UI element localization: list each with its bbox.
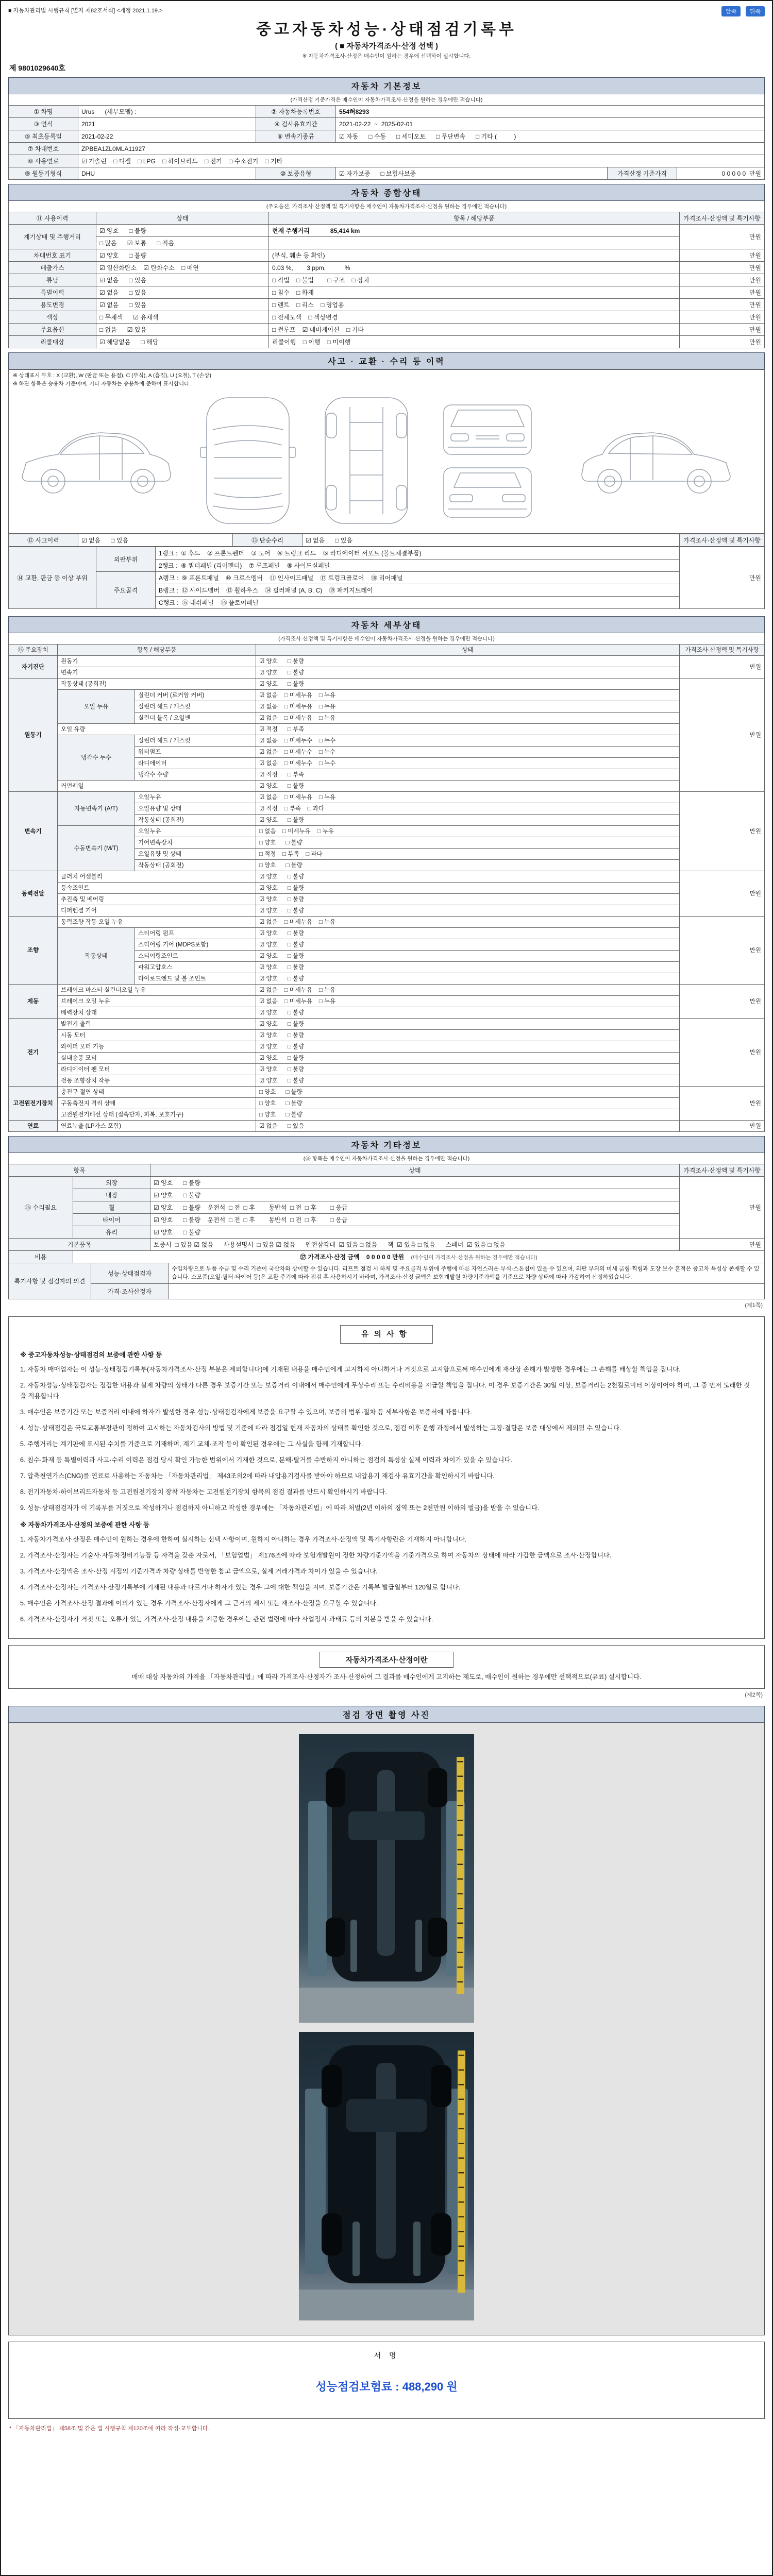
car-diagram-area <box>8 391 765 534</box>
exchange-price: 만원 <box>680 547 765 608</box>
detail-state: ☑ 없음 □ 미세누유 □ 누유 <box>256 916 680 927</box>
interior-state: ☑ 양호 □ 불량 <box>150 1189 680 1201</box>
brake-oil-leak: 브레이크 오일 누유 <box>58 995 256 1007</box>
group-transmission: 변속기 <box>9 791 58 871</box>
etc-col-item: 항목 <box>9 1164 150 1176</box>
detail-state: ☑ 적정 □ 부족 <box>256 723 680 735</box>
brake-price: 만원 <box>680 984 765 1018</box>
detail-table <box>8 644 765 1132</box>
base-price-value: 0 0 0 0 0 만원 <box>677 167 764 180</box>
group-steering: 조향 <box>9 916 58 984</box>
back-page-badge[interactable]: 뒤쪽 <box>746 6 765 16</box>
detail-state: ☑ 없음 □ 있음 <box>256 1120 680 1131</box>
definition-text: 매매 대상 자동차의 가격을 「자동차관리법」에 따라 가격조사·산정자가 조사·산정하여 그 결과를 매수인에게 고지하는 제도로, 매수인이 원하는 경우에만 선택적으로(유료) 실시합니다. <box>131 1673 642 1681</box>
clutch-assembly: 클러치 어셈블리 <box>58 871 256 882</box>
car-name-value: Urus (세부모델) : <box>78 106 256 118</box>
notice-item: 2. 가격조사·산정자는 기술사·자동차정비기능장 등 자격을 갖춘 자로서, 「보험업법」 제176조에 따라 보험개발원이 정한 차량기준가액을 기준가격으로 하여 자동차의 상태에 따라 가감한 금액으로 조사·산정합니다. <box>20 1552 612 1560</box>
notice-section <box>8 1316 765 1639</box>
emission-label: 배출가스 <box>9 262 96 274</box>
detail-state: ☑ 양호 □ 불량 <box>256 1018 680 1029</box>
first-reg-label: ⑤ 최초등록일 <box>9 130 78 143</box>
inspector-label: 성능·상태점검자 <box>91 1263 169 1283</box>
appraiser-comment <box>169 1283 765 1299</box>
detail-state: □ 양호 □ 불량 <box>256 1097 680 1109</box>
overall-col-state: 상태 <box>96 212 269 225</box>
wheel-label: 휠 <box>73 1201 150 1213</box>
vin-mark-state: ☑ 양호 □ 불량 <box>96 249 269 262</box>
section-basic-title: 자동차 기본정보 <box>8 77 765 94</box>
charge-port-insulation: 충전구 절연 상태 <box>58 1086 256 1097</box>
empty-cell <box>269 237 680 249</box>
car-damage-diagram <box>11 394 753 528</box>
generator-output: 발전기 출력 <box>58 1018 256 1029</box>
basic-items-state: 보증서 □ 있음 ☑ 없음 사용설명서 □ 있음 ☑ 없음 안전삼각대 ☑ 있음 □ 없음 잭 ☑ 있음 □ 없음 스패너 ☑ 있음 □ 없음 <box>150 1238 680 1250</box>
notice-item: 4. 성능·상태점검은 국토교통부장관이 정하여 고시하는 자동차검사의 방법 및 기준에 따라 점검일 현재 자동차의 상태를 확인한 것으로, 점검 이후 운행 과정에서 발생하는 고장·결함은 보증 대상에서 제외될 수 있습니다. <box>20 1425 621 1432</box>
simple-repair-label: ⑬ 단순수리 <box>233 534 303 546</box>
coolant-part1: 실린더 헤드 / 개스킷 <box>135 735 256 746</box>
vin-mark-item: (부식, 훼손 등 확인) <box>269 249 680 262</box>
remarks-table <box>8 1263 765 1299</box>
main-frame-label: 주요골격 <box>96 571 156 608</box>
notice-item: 2. 자동차성능·상태점검자는 점검한 내용과 실제 차량의 상태가 다른 경우 보증기간 또는 보증거리 이내에서 매수인에게 무상수리 또는 수리비용을 지급할 책임을 집니다. 이 경우 보증기간은 30일 이상, 보증거리는 2천킬로미터 이상이어야 하며, 그 중 먼저 도래한 것을 적용합니다. <box>20 1381 750 1400</box>
wheel-state-main: ☑ 양호 □ 불량 <box>154 1204 201 1211</box>
signature-box <box>8 2342 765 2419</box>
tire-state-sub: 운전석 □ 전 □ 후 동반석 □ 전 □ 후 □ 응급 <box>207 1216 348 1224</box>
transmission-options: ☑ 자동 □ 수동 □ 세미오토 □ 무단변속 □ 기타 ( ) <box>336 130 765 143</box>
overall-col-item: 항목 / 해당부품 <box>269 212 680 225</box>
rankB-list: B랭크 : ⑫ 사이드멤버 ⑬ 휠하우스 ⑭ 필러패널 (A, B, C) ⑲ 패키지트레이 <box>156 584 680 596</box>
mileage-state: ☑ 양호 □ 불량 <box>96 225 269 237</box>
detail-state: ☑ 없음 □ 미세누유 □ 누유 <box>256 995 680 1007</box>
recall-price: 만원 <box>680 336 765 348</box>
rankA-list: A랭크 : ⑨ 프론트패널 ⑩ 크로스멤버 ⑪ 인사이드패널 ⑰ 트렁크플로어 ⑱ 리어패널 <box>156 571 680 584</box>
glass-label: 유리 <box>73 1226 150 1238</box>
detail-state: ☑ 양호 □ 불량 <box>256 1041 680 1052</box>
remarks-label: 특기사항 및 점검자의 의견 <box>9 1263 91 1299</box>
engine-type-label: ⑨ 원동기형식 <box>9 167 78 180</box>
detail-state: ☑ 없음 □ 미세누유 □ 누유 <box>256 689 680 701</box>
mt-oil-leak: 오일누유 <box>135 825 256 837</box>
electric-steering: 전동 조향장치 작동 <box>58 1075 256 1086</box>
emission-price: 만원 <box>680 262 765 274</box>
special-history-price: 만원 <box>680 286 765 299</box>
steering-price: 만원 <box>680 916 765 984</box>
inspection-period-value: 2021-02-22 ~ 2025-02-01 <box>336 118 765 130</box>
definition-title: 자동차가격조사·산정이란 <box>320 1652 453 1668</box>
detail-state: ☑ 양호 □ 불량 <box>256 882 680 893</box>
notice-item: 8. 전기자동차·하이브리드자동차 등 고전원전기장치 장착 자동차는 고전원전기장치 항목의 점검 결과를 반드시 확인하시기 바랍니다. <box>20 1488 387 1496</box>
notice-item: 6. 침수·화재 등 특별이력과 사고·수리 이력은 점검 당시 확인 가능한 범위에서 기재한 것으로, 분해·탈거를 수반하지 아니하는 점검의 특성상 실제 이력과 차이가 있을 수 있습니다. <box>20 1456 512 1464</box>
appraiser-label: 가격·조사산정자 <box>91 1283 169 1299</box>
tie-rod-end: 타이로드엔드 및 볼 조인트 <box>135 973 256 984</box>
basic-items-price: 만원 <box>680 1238 765 1250</box>
usage-change-price: 만원 <box>680 299 765 311</box>
at-oil-level: 오일유량 및 상태 <box>135 803 256 814</box>
detail-state: ☑ 없음 □ 미세누유 □ 누유 <box>256 984 680 995</box>
engine-idle: 작동상태 (공회전) <box>58 678 256 689</box>
inspector-comment: 수입차량으로 부품 수급 및 수리 기준이 국산차와 상이할 수 있습니다. 리프트 점검 시 하체 및 주요골격 부위에 주행에 따른 자연스러운 부식·스톤칩이 있을 수 있으며, 외판 부위의 미세 긁힘·찍힘과 도장 보수 흔적은 중고차 특성상 존재할 수 있습니다. 소모품(오일·필터·타이어 등)은 교환 주기에 따라 점검 후 사용하시기 바라며, 가격조사·산정 금액은 보험개발원 차량기준가액을 기준으로 차량 상태에 따라 가감하여 산정하였습니다. <box>169 1263 765 1283</box>
engine-oil-leak-label: 오일 누유 <box>58 689 135 723</box>
detail-state: ☑ 없음 □ 미세누유 □ 누유 <box>256 791 680 803</box>
fuel-label: ⑧ 사용연료 <box>9 155 78 167</box>
tuning-state: ☑ 없음 □ 있음 <box>96 274 269 286</box>
vin-mark-label: 차대번호 표기 <box>9 249 96 262</box>
section-basic-note: (가격산정 기준가격은 매수인이 자동차가격조사·산정을 원하는 경우에만 적습니다) <box>8 94 765 105</box>
options-price: 만원 <box>680 324 765 336</box>
detail-state: □ 없음 □ 미세누유 □ 누유 <box>256 825 680 837</box>
options-state: □ 없음 ☑ 있음 <box>96 324 269 336</box>
detail-col-item: 항목 / 해당부품 <box>58 644 256 655</box>
detail-state: ☑ 양호 □ 불량 <box>256 1052 680 1063</box>
notice-item: 4. 가격조사·산정자는 가격조사·산정기록부에 기재된 내용과 다르거나 하자가 있는 경우 그에 대한 책임을 지며, 보증기간은 기록부 발급일부터 120일로 합니다. <box>20 1583 461 1591</box>
page-subtitle-note: ※ 자동차가격조사·산정은 매수인이 원하는 경우에 선택하여 실시합니다. <box>302 53 471 59</box>
warranty-label: ⑩ 보증유형 <box>256 167 336 180</box>
steering-pump: 스티어링 펌프 <box>135 927 256 939</box>
page-subtitle: ( ■ 자동차가격조사·산정 선택 ) <box>334 42 439 50</box>
form-header <box>8 6 765 73</box>
page2-marker: (제2쪽) <box>745 1691 763 1698</box>
recall-state: ☑ 해당없음 □ 해당 <box>96 336 269 348</box>
price-appraisal-definition <box>8 1645 765 1689</box>
section-etc-note: (⑯ 항목은 매수인이 자동차가격조사·산정을 원하는 경우에만 적습니다) <box>8 1153 765 1164</box>
etc-col-state: 상태 <box>150 1164 680 1176</box>
accident-note-standard: ※ 하단 항목은 승용차 기준이며, 기타 자동차는 승용차에 준하여 표시합니다. <box>13 380 191 387</box>
detail-state: ☑ 양호 □ 불량 <box>256 939 680 950</box>
detail-state: □ 적정 □ 부족 □ 과다 <box>256 848 680 859</box>
repair-needed-label: ⑯ 수리필요 <box>9 1176 73 1238</box>
detail-col-state: 상태 <box>256 644 680 655</box>
battery-isolation: 구동축전지 격리 상태 <box>58 1097 256 1109</box>
notice-item: 5. 매수인은 가격조사·산정 결과에 이의가 있는 경우 가격조사·산정자에게 그 근거의 제시 또는 재조사·산정을 요구할 수 있습니다. <box>20 1599 378 1607</box>
coolant-part2: 워터펌프 <box>135 746 256 757</box>
special-history-state: ☑ 없음 □ 있음 <box>96 286 269 299</box>
vin-label: ⑦ 차대번호 <box>9 143 78 155</box>
detail-col-price: 가격조사·산정액 및 특기사항 <box>680 644 765 655</box>
section-accident <box>8 352 765 609</box>
tire-state <box>150 1213 680 1226</box>
etc-table <box>8 1164 765 1251</box>
notice-item: 9. 성능·상태점검자가 이 기록부를 거짓으로 작성하거나 점검하지 아니하고 작성한 경우에는 「자동차관리법」에 따라 처벌(2년 이하의 징역 또는 2천만원 이하의 벌금)을 받을 수 있습니다. <box>20 1504 540 1512</box>
mileage-group-label: 계기상태 및 주행거리 <box>9 225 96 249</box>
brake-master-leak: 브레이크 마스터 실린더오일 누유 <box>58 984 256 995</box>
accident-history-label: ⑫ 사고이력 <box>9 534 78 546</box>
selfdiag-engine: 원동기 <box>58 655 256 667</box>
cost-amount-label: ⑰ 가격조사·산정 금액 <box>300 1253 360 1261</box>
detail-state: ☑ 양호 □ 불량 <box>256 667 680 678</box>
steering-oil-leak: 동력조향 작동 오일 누유 <box>58 916 256 927</box>
detail-state: ☑ 양호 □ 불량 <box>256 1029 680 1041</box>
rank1-list: 1랭크 : ① 후드 ② 프론트펜더 ③ 도어 ④ 트렁크 리드 ⑤ 라디에이터 서포트 (볼트체결부품) <box>156 547 680 559</box>
basic-info-table <box>8 105 765 180</box>
group-brake: 제동 <box>9 984 58 1018</box>
engine-oil-part1: 실린더 커버 (로커암 커버) <box>135 689 256 701</box>
group-engine: 원동기 <box>9 678 58 791</box>
glass-state: ☑ 양호 □ 불량 <box>150 1226 680 1238</box>
inspection-period-label: ④ 검사유효기간 <box>256 118 336 130</box>
page-badges <box>719 6 765 16</box>
special-history-item: □ 침수 □ 화재 <box>269 286 680 299</box>
engine-type-value: DHU <box>78 167 256 180</box>
detail-state: ☑ 양호 □ 불량 <box>256 871 680 882</box>
detail-state: ☑ 양호 □ 불량 <box>256 950 680 961</box>
usage-change-state: ☑ 없음 □ 있음 <box>96 299 269 311</box>
footer-legal-note: * 「자동차관리법」 제58조 및 같은 법 시행규칙 제120조에 따라 작성·교부합니다. <box>9 2425 210 2432</box>
recall-item: 리콜이행 □ 이행 □ 미이행 <box>269 336 680 348</box>
inspection-photo-underbody-2 <box>299 2032 474 2320</box>
outer-panel-label: 외판부위 <box>96 547 156 571</box>
detail-state: ☑ 적정 □ 부족 □ 과다 <box>256 803 680 814</box>
detail-state: □ 양호 □ 불량 <box>256 1086 680 1097</box>
wheel-state-sub: 운전석 □ 전 □ 후 동반석 □ 전 □ 후 □ 응급 <box>207 1204 348 1211</box>
exterior-state: ☑ 양호 □ 불량 <box>150 1176 680 1189</box>
differential-gear: 디퍼렌셜 기어 <box>58 905 256 916</box>
usage-change-item: □ 렌트 □ 리스 □ 영업용 <box>269 299 680 311</box>
tire-state-main: ☑ 양호 □ 불량 <box>154 1216 201 1224</box>
engine-price: 만원 <box>680 678 765 791</box>
photos-area <box>8 1723 765 2335</box>
at-oil-leak: 오일누유 <box>135 791 256 803</box>
mt-oil-level: 오일유량 및 상태 <box>135 848 256 859</box>
brake-booster: 배력장치 상태 <box>58 1007 256 1018</box>
cost-table <box>8 1250 765 1263</box>
base-price-label: 가격산정 기준가격 <box>607 167 677 180</box>
detail-state: ☑ 양호 □ 불량 <box>256 905 680 916</box>
notice-item: 3. 가격조사·산정액은 조사·산정 시점의 기준가격과 차량 상태를 반영한 참고 금액으로, 실제 거래가격과 차이가 있을 수 있습니다. <box>20 1568 378 1575</box>
mt-idle: 작동상태 (공회전) <box>135 859 256 871</box>
electric-price: 만원 <box>680 1018 765 1086</box>
section-etc-title: 자동차 기타정보 <box>8 1136 765 1153</box>
engine-coolant-label: 냉각수 누수 <box>58 735 135 780</box>
cost-amount-value: 0 0 0 0 0 만원 <box>366 1253 405 1261</box>
mt-label: 수동변속기 (M/T) <box>58 825 135 871</box>
first-reg-value: 2021-02-22 <box>78 130 256 143</box>
cost-note: (매수인이 가격조사·산정을 원하는 경우에만 적습니다) <box>411 1254 537 1261</box>
detail-state: ☑ 적정 □ 부족 <box>256 769 680 780</box>
radiator-fan-motor: 라디에이터 팬 모터 <box>58 1063 256 1075</box>
group-selfdiag: 자기진단 <box>9 655 58 678</box>
options-label: 주요옵션 <box>9 324 96 336</box>
section-etc <box>8 1136 765 1309</box>
detail-state: □ 양호 □ 불량 <box>256 859 680 871</box>
notice-item: 1. 자동차가격조사·산정은 매수인이 원하는 경우에 한하여 실시하는 선택 사항이며, 원하지 아니하는 경우 가격조사·산정액 및 특기사항란은 기재하지 아니합니다. <box>20 1536 467 1544</box>
detail-state: ☑ 양호 □ 불량 <box>256 893 680 905</box>
section-overall-title: 자동차 종합상태 <box>8 184 765 201</box>
year-value: 2021 <box>78 118 256 130</box>
wheel-state <box>150 1201 680 1213</box>
overall-col-usage: ⑪ 사용이력 <box>9 212 96 225</box>
group-fuel: 연료 <box>9 1120 58 1131</box>
selfdiag-trans: 변속기 <box>58 667 256 678</box>
detail-state: ☑ 양호 □ 불량 <box>256 678 680 689</box>
mileage-price: 만원 <box>680 225 765 249</box>
detail-state: ☑ 양호 □ 불량 <box>256 780 680 791</box>
wiper-motor: 와이퍼 모터 기능 <box>58 1041 256 1052</box>
rankC-list: C랭크 : ⑮ 대쉬패널 ⑯ 플로어패널 <box>156 596 680 608</box>
accident-price-head: 가격조사·산정액 및 특기사항 <box>680 534 765 546</box>
cost-value-cell <box>73 1250 765 1263</box>
recall-label: 리콜대상 <box>9 336 96 348</box>
section-photos <box>8 1706 765 2335</box>
interior-label: 내장 <box>73 1189 150 1201</box>
form-reference: ■ 자동차관리법 시행규칙 [별지 제82호서식] <개정 2021.1.19.> <box>8 8 163 14</box>
overall-col-price: 가격조사·산정액 및 특기사항 <box>680 212 765 225</box>
detail-state: ☑ 양호 □ 불량 <box>256 1063 680 1075</box>
detail-state: ☑ 양호 □ 불량 <box>256 814 680 825</box>
emission-values: 0.03 %, 3 ppm, % <box>269 262 680 274</box>
section-overall <box>8 184 765 348</box>
steering-gear: 스티어링 기어 (MDPS포함) <box>135 939 256 950</box>
group-electric: 전기 <box>9 1018 58 1086</box>
notice-item: 6. 가격조사·산정자가 거짓 또는 오류가 있는 가격조사·산정 내용을 제공한 경우에는 관련 법령에 따라 사업정지·과태료 등의 처분을 받을 수 있습니다. <box>20 1615 433 1623</box>
tuning-price: 만원 <box>680 274 765 286</box>
performance-insurance-fee: 성능점검보험료 : 488,290 원 <box>315 2380 458 2393</box>
detail-state: ☑ 없음 □ 미세누수 □ 누수 <box>256 746 680 757</box>
selfdiag-price: 만원 <box>680 655 765 678</box>
accident-notes <box>8 369 765 391</box>
detail-state: ☑ 양호 □ 불량 <box>256 927 680 939</box>
reg-no-label: ② 자동차등록번호 <box>256 106 336 118</box>
accident-history-state: ☑ 없음 □ 있음 <box>78 534 233 546</box>
engine-oil-level: 오일 유량 <box>58 723 256 735</box>
tuning-item: □ 적법 □ 불법 □ 구조 □ 장치 <box>269 274 680 286</box>
coolant-part3: 라디에이터 <box>135 757 256 769</box>
notice-heading-1: ※ 중고자동차성능·상태점검의 보증에 관한 사항 등 <box>20 1351 162 1359</box>
mileage-amount-state: □ 많음 ☑ 보통 □ 적음 <box>96 237 269 249</box>
detail-state: ☑ 없음 □ 미세누유 □ 누유 <box>256 712 680 723</box>
tire-label: 타이어 <box>73 1213 150 1226</box>
rank2-list: 2랭크 : ⑥ 쿼터패널 (리어펜더) ⑦ 루프패널 ⑧ 사이드실패널 <box>156 559 680 571</box>
coolant-level: 냉각수 수량 <box>135 769 256 780</box>
detail-state: ☑ 없음 □ 미세누수 □ 누수 <box>256 735 680 746</box>
steering-work-label: 작동상태 <box>58 927 135 984</box>
vin-mark-price: 만원 <box>680 249 765 262</box>
color-item: □ 전체도색 □ 색상변경 <box>269 311 680 324</box>
cost-label: 비용 <box>9 1250 73 1263</box>
color-state: □ 무채색 ☑ 유채색 <box>96 311 269 324</box>
section-detail <box>8 616 765 1132</box>
repair-price: 만원 <box>680 1176 765 1238</box>
detail-col-device: ⑮ 주요장치 <box>9 644 58 655</box>
notice-title: 유의사항 <box>340 1325 433 1344</box>
vin-value: ZPBEA1ZL0MLA11927 <box>78 143 765 155</box>
front-page-badge[interactable]: 앞쪽 <box>721 6 741 16</box>
section-basic-info <box>8 77 765 180</box>
accident-note-codes: ※ 상태표시 부호 : X (교환), W (판금 또는 용접), C (부식), A (흠집), U (요철), T (손상) <box>13 372 211 379</box>
detail-state: ☑ 양호 □ 불량 <box>256 1075 680 1086</box>
detail-state: □ 양호 □ 불량 <box>256 837 680 848</box>
engine-commonrail: 커먼레일 <box>58 780 256 791</box>
fuel-price: 만원 <box>680 1120 765 1131</box>
fuel-leak: 연료누출 (LP가스 포함) <box>58 1120 256 1131</box>
page1-marker: (제1쪽) <box>745 1302 763 1309</box>
notice-heading-2: ※ 자동차가격조사·산정의 보증에 관한 사항 등 <box>20 1521 150 1529</box>
usage-change-label: 용도변경 <box>9 299 96 311</box>
powertrain-price: 만원 <box>680 871 765 916</box>
detail-state: ☑ 양호 □ 불량 <box>256 973 680 984</box>
color-label: 색상 <box>9 311 96 324</box>
group-powertrain: 동력전달 <box>9 871 58 916</box>
high-voltage-price: 만원 <box>680 1086 765 1120</box>
engine-oil-part2: 실린더 헤드 / 개스킷 <box>135 701 256 712</box>
special-history-label: 특별이력 <box>9 286 96 299</box>
exchange-panel-table <box>8 547 765 609</box>
document-number: 제 9801029640호 <box>9 64 65 72</box>
notice-item: 1. 자동차 매매업자는 이 성능·상태점검기록부(자동차가격조사·산정 부분은 제외합니다)에 기재된 내용을 매수인에게 고지하지 아니하거나 거짓으로 고지함으로써 매수인에게 재산상 손해가 발생한 경우에는 그 손해를 배상할 책임을 집니다. <box>20 1365 681 1373</box>
detail-state: ☑ 없음 □ 미세누유 □ 누유 <box>256 701 680 712</box>
mt-gearshift: 기어변속장치 <box>135 837 256 848</box>
reg-no-value: 554허8293 <box>336 106 765 118</box>
inspection-photo-underbody-1 <box>299 1734 474 2023</box>
simple-repair-state: ☑ 없음 □ 있음 <box>303 534 680 546</box>
fuel-options: ☑ 가솔린 □ 디젤 □ LPG □ 하이브리드 □ 전기 □ 수소전기 □ 기타 <box>78 155 765 167</box>
hv-wiring: 고전원전기배선 상태 (접속단자, 피복, 보호기구) <box>58 1109 256 1120</box>
notice-item: 7. 압축천연가스(CNG)를 연료로 사용하는 자동차는 「자동차관리법」 제43조의2에 따라 내압용기검사를 받아야 하므로 내압용기 재검사 유효기간을 확인하시기 바랍니다. <box>20 1472 495 1480</box>
section-detail-note: (가격조사·산정액 및 특기사항은 매수인이 자동차가격조사·산정을 원하는 경우에만 적습니다) <box>8 633 765 644</box>
signature-label: 서 명 <box>374 2351 399 2360</box>
at-label: 자동변속기 (A/T) <box>58 791 135 825</box>
starter-motor: 시동 모터 <box>58 1029 256 1041</box>
section-photos-title: 점검 장면 촬영 사진 <box>8 1706 765 1723</box>
group-high-voltage: 고전원전기장치 <box>9 1086 58 1120</box>
basic-items-label: 기본품목 <box>9 1238 150 1250</box>
section-overall-note: (주요옵션, 가격조사·산정액 및 특기사항은 매수인이 자동차가격조사·산정을 원하는 경우에만 적습니다) <box>8 201 765 212</box>
current-mileage: 현재 주행거리 85,414 km <box>269 225 680 237</box>
detail-state: ☑ 양호 □ 불량 <box>256 961 680 973</box>
transmission-price: 만원 <box>680 791 765 871</box>
engine-oil-part3: 실린더 블록 / 오일팬 <box>135 712 256 723</box>
options-item: □ 썬루프 ☑ 네비게이션 □ 기타 <box>269 324 680 336</box>
detail-state: □ 양호 □ 불량 <box>256 1109 680 1120</box>
exchange-label: ⑭ 교환, 판금 등 이상 부위 <box>9 547 96 608</box>
power-hose: 파워고압호스 <box>135 961 256 973</box>
warranty-options: ☑ 자가보증 □ 보험사보증 <box>336 167 608 180</box>
blower-motor: 실내송풍 모터 <box>58 1052 256 1063</box>
exterior-label: 외장 <box>73 1176 150 1189</box>
notice-item: 3. 매수인은 보증기간 또는 보증거리 이내에 하자가 발생한 경우 성능·상태점검자에게 보증을 요구할 수 있으며, 보증의 범위·절차 등 세부사항은 보증서에 따릅니다. <box>20 1409 472 1416</box>
emission-state: ☑ 일산화탄소 ☑ 탄화수소 □ 매연 <box>96 262 269 274</box>
car-name-label: ① 차명 <box>9 106 78 118</box>
cv-joint: 등속조인트 <box>58 882 256 893</box>
detail-state: ☑ 양호 □ 불량 <box>256 655 680 667</box>
tuning-label: 튜닝 <box>9 274 96 286</box>
accident-history-table <box>8 534 765 547</box>
etc-col-price: 가격조사·산정액 및 특기사항 <box>680 1164 765 1176</box>
page-title: 중고자동차성능·상태점검기록부 <box>256 21 517 38</box>
notice-item: 5. 주행거리는 계기판에 표시된 수치를 기준으로 기재하며, 계기 교체·조작 등이 확인된 경우에는 그 사실을 함께 기재합니다. <box>20 1440 363 1448</box>
section-accident-title: 사고 · 교환 · 수리 등 이력 <box>8 352 765 369</box>
steering-joint: 스티어링조인트 <box>135 950 256 961</box>
at-idle: 작동상태 (공회전) <box>135 814 256 825</box>
overall-table <box>8 212 765 348</box>
transmission-label: ⑥ 변속기종류 <box>256 130 336 143</box>
detail-state: ☑ 없음 □ 미세누수 □ 누수 <box>256 757 680 769</box>
year-label: ③ 연식 <box>9 118 78 130</box>
color-price: 만원 <box>680 311 765 324</box>
propeller-shaft: 추진축 및 베어링 <box>58 893 256 905</box>
detail-state: ☑ 양호 □ 불량 <box>256 1007 680 1018</box>
section-detail-title: 자동차 세부상태 <box>8 616 765 633</box>
